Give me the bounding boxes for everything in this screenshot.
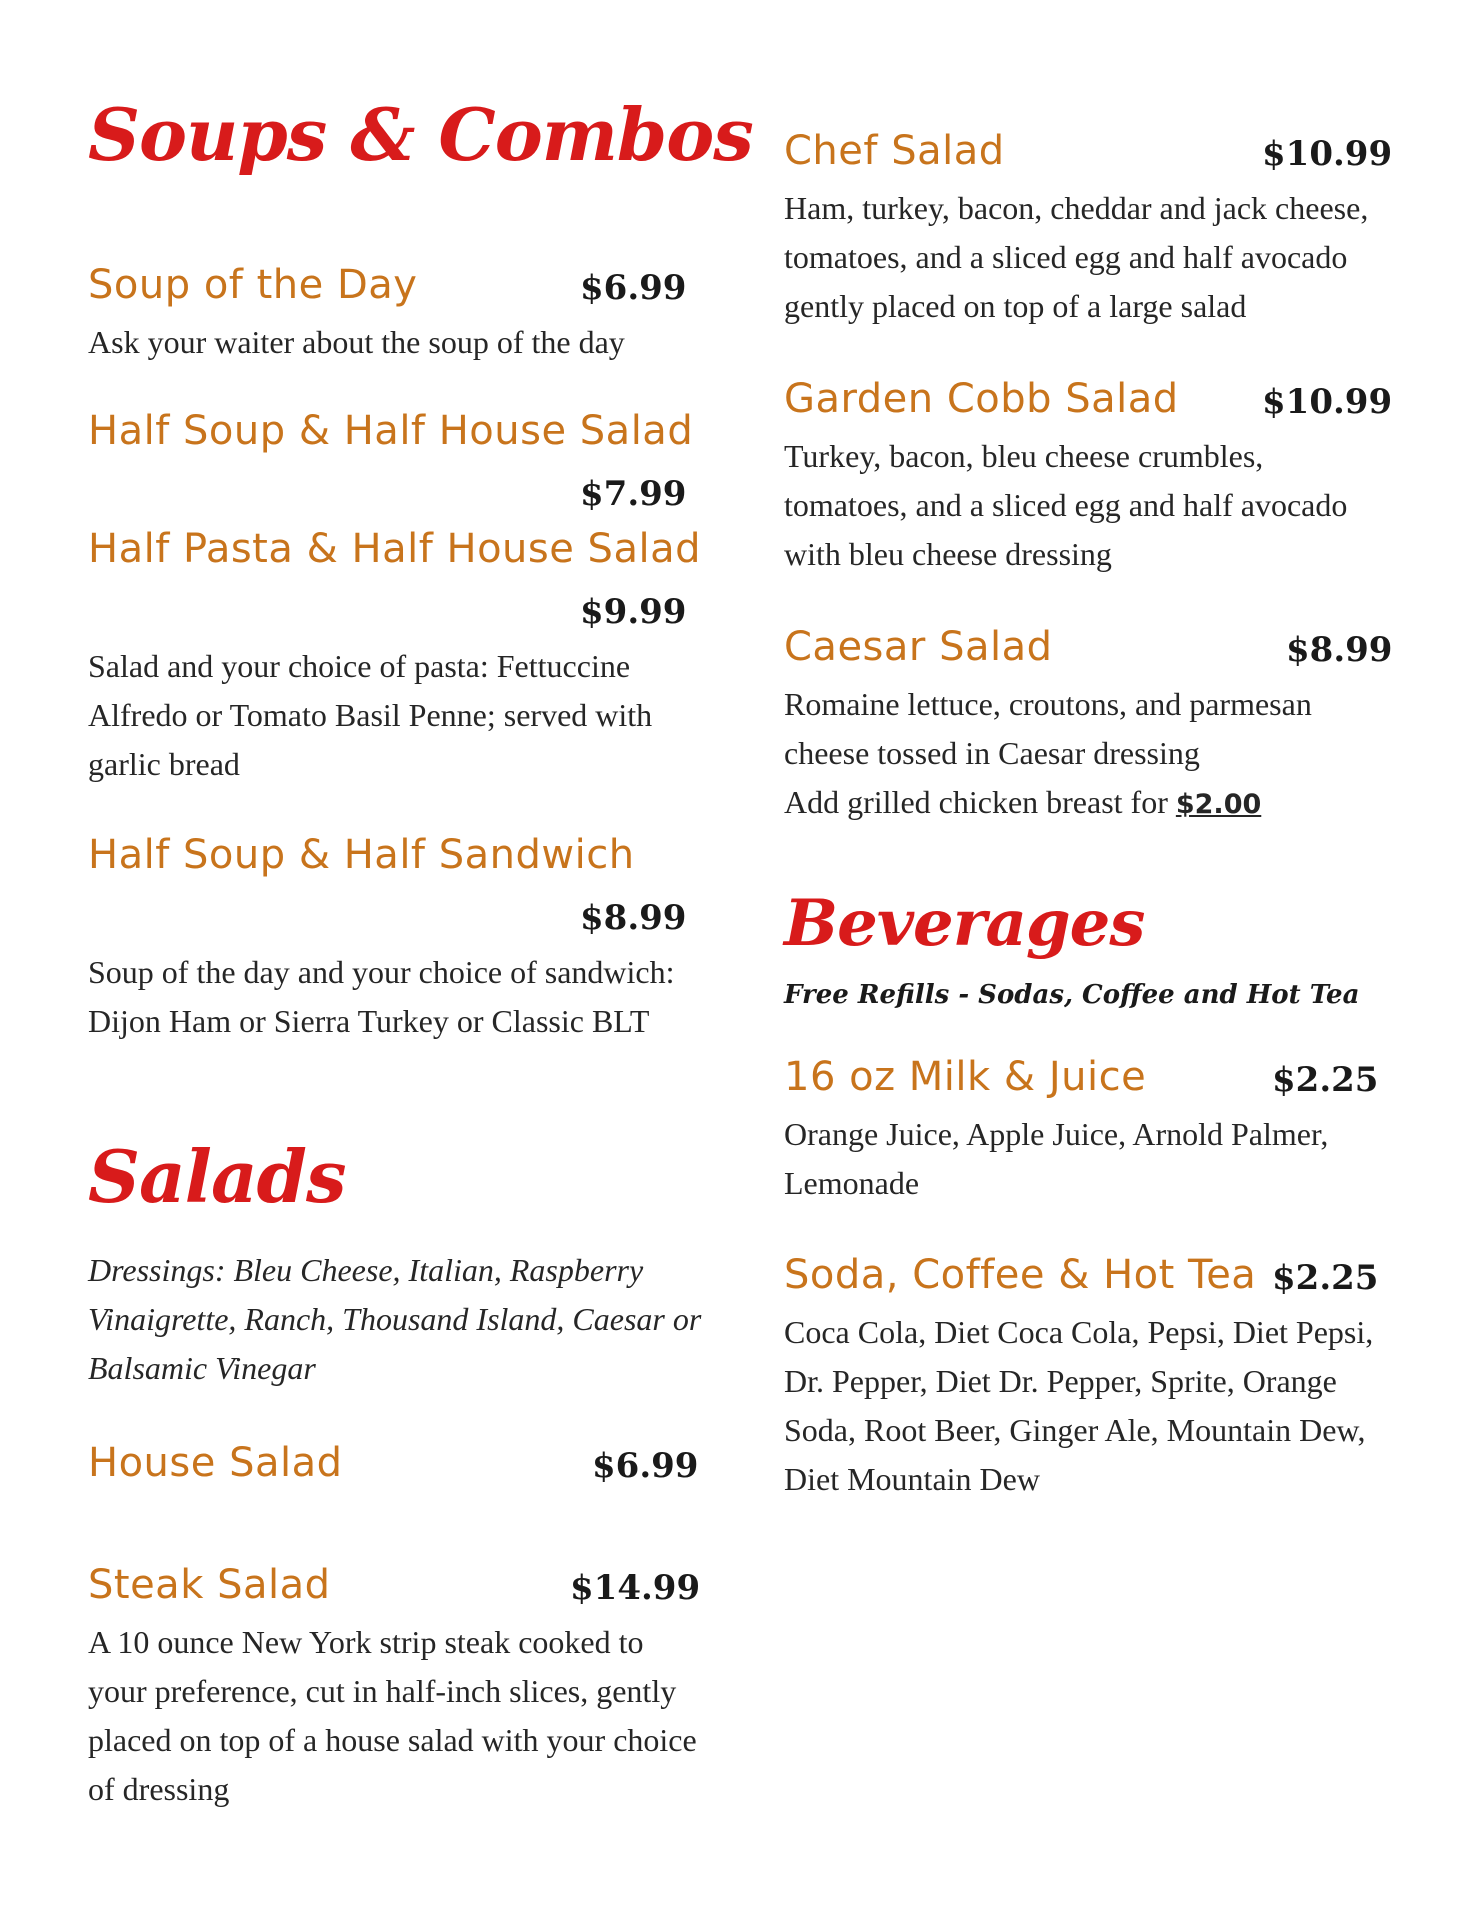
caesar-salad-desc: Romaine lettuce, croutons, and parmesan cheese tossed in Caesar dressing xyxy=(784,686,1312,771)
soup-of-day-name: Soup of the Day xyxy=(88,262,418,308)
half-soup-salad-name: Half Soup & Half House Salad xyxy=(88,408,694,454)
caesar-addon xyxy=(784,778,1424,829)
steak-salad-name: Steak Salad xyxy=(88,1562,331,1608)
salads-title: Salads xyxy=(88,1134,346,1219)
soda-coffee-tea-name: Soda, Coffee & Hot Tea xyxy=(784,1252,1257,1298)
garden-cobb-desc: Turkey, bacon, bleu cheese crumbles, tomatoes, and a sliced egg and half avocado with bleu cheese dressing xyxy=(784,438,1348,572)
chef-salad-desc: Ham, turkey, bacon, cheddar and jack cheese, tomatoes, and a sliced egg and half avocado gently placed on top of a large salad xyxy=(784,190,1369,324)
half-soup-sandwich-price: $8.99 xyxy=(580,898,687,938)
beverages-title: Beverages xyxy=(784,886,1145,961)
chef-salad-name: Chef Salad xyxy=(784,128,1005,174)
garden-cobb-price: $10.99 xyxy=(1262,382,1393,422)
soda-coffee-tea-price: $2.25 xyxy=(1272,1258,1379,1298)
soup-of-day-price: $6.99 xyxy=(580,268,687,308)
soup-of-day-desc: Ask your waiter about the soup of the day xyxy=(88,324,625,360)
garden-cobb-name: Garden Cobb Salad xyxy=(784,376,1179,422)
house-salad-price: $6.99 xyxy=(592,1446,699,1486)
beverages-subtitle: Free Refills - Sodas, Coffee and Hot Tea xyxy=(784,980,1360,1010)
caesar-salad-price: $8.99 xyxy=(1286,630,1393,670)
caesar-salad-name: Caesar Salad xyxy=(784,624,1053,670)
half-soup-sandwich-desc: Soup of the day and your choice of sandwich: Dijon Ham or Sierra Turkey or Classic BLT xyxy=(88,954,675,1039)
half-pasta-salad-name: Half Pasta & Half House Salad xyxy=(88,526,701,572)
dressings-text: Dressings: Bleu Cheese, Italian, Raspberry Vinaigrette, Ranch, Thousand Island, Caesar or Balsamic Vinegar xyxy=(88,1252,702,1386)
half-soup-sandwich-name: Half Soup & Half Sandwich xyxy=(88,832,635,878)
soups-combos-title: Soups & Combos xyxy=(88,92,753,177)
milk-juice-name: 16 oz Milk & Juice xyxy=(784,1054,1147,1100)
steak-salad-desc: A 10 ounce New York strip steak cooked to your preference, cut in half-inch slices, gently placed on top of a house salad with your choice of dressing xyxy=(88,1624,697,1807)
half-pasta-salad-price: $9.99 xyxy=(580,592,687,632)
soda-coffee-tea-desc: Coca Cola, Diet Coca Cola, Pepsi, Diet Pepsi, Dr. Pepper, Diet Dr. Pepper, Sprite, Orange Soda, Root Beer, Ginger Ale, Mountain Dew, Diet Mountain Dew xyxy=(784,1314,1374,1497)
steak-salad-price: $14.99 xyxy=(570,1568,701,1608)
house-salad-name: House Salad xyxy=(88,1440,343,1486)
milk-juice-price: $2.25 xyxy=(1272,1060,1379,1100)
caesar-addon-price: $2.00 xyxy=(1175,789,1262,820)
half-pasta-salad-desc: Salad and your choice of pasta: Fettuccine Alfredo or Tomato Basil Penne; served with garlic bread xyxy=(88,648,653,782)
caesar-addon-text: Add grilled chicken breast for xyxy=(784,784,1176,820)
milk-juice-desc: Orange Juice, Apple Juice, Arnold Palmer, Lemonade xyxy=(784,1116,1329,1201)
chef-salad-price: $10.99 xyxy=(1262,134,1393,174)
half-soup-salad-price: $7.99 xyxy=(580,474,687,514)
